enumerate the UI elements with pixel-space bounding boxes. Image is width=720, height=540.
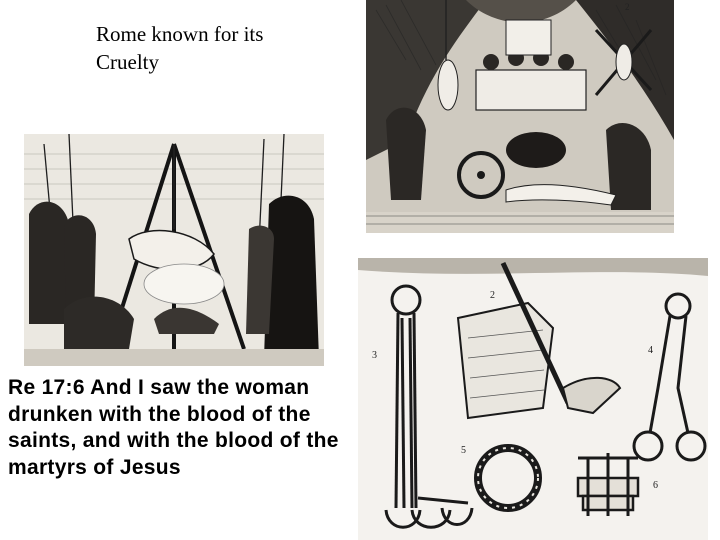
torture-instruments-engraving xyxy=(358,258,708,540)
label-6: 6 xyxy=(653,480,658,491)
strappado-engraving xyxy=(24,134,324,366)
label-3: 3 xyxy=(372,350,377,361)
torture-chamber-engraving xyxy=(366,0,674,233)
torture-instruments-illustration xyxy=(358,258,708,540)
label-5: 5 xyxy=(461,445,466,456)
strappado-illustration xyxy=(24,134,324,366)
scripture-verse: Re 17:6 And I saw the woman drunken with the blood of the saints, and with the blood of the martyrs of Jesus xyxy=(8,376,339,479)
slide-title-line-2: Cruelty xyxy=(96,50,159,74)
label-2: 2 xyxy=(490,290,495,301)
torture-chamber-illustration xyxy=(366,0,674,233)
label-2-top: 2 xyxy=(625,2,630,12)
slide-title xyxy=(96,20,336,76)
label-4: 4 xyxy=(648,345,653,356)
slide-title-line-1: Rome known for its xyxy=(96,22,264,46)
